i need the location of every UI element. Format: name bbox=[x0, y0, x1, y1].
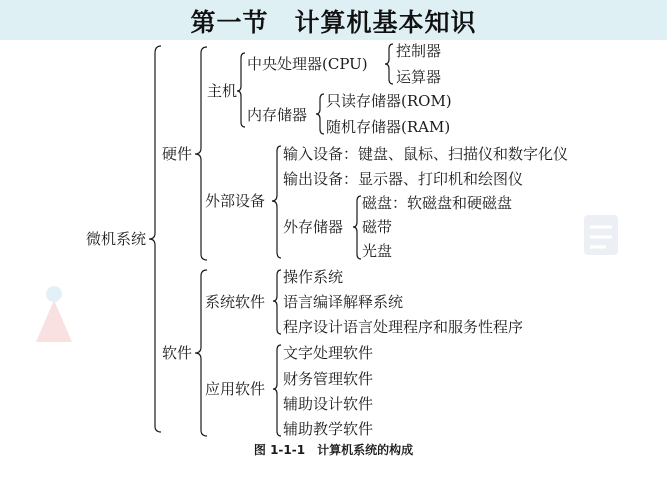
node-external: 外部设备 bbox=[205, 192, 266, 210]
node-memory: 内存储器 bbox=[247, 106, 308, 124]
brace-cpu bbox=[385, 44, 393, 84]
node-tape: 磁带 bbox=[362, 218, 393, 236]
node-system-software: 系统软件 bbox=[205, 293, 266, 311]
node-storage: 外存储器 bbox=[283, 218, 344, 236]
node-rom: 只读存储器(ROM) bbox=[326, 92, 452, 110]
node-input: 输入设备：键盘、鼠标、扫描仪和数字化仪 bbox=[283, 145, 569, 163]
node-output: 输出设备：显示器、打印机和绘图仪 bbox=[283, 170, 524, 188]
node-word: 文字处理软件 bbox=[283, 344, 374, 362]
node-os: 操作系统 bbox=[283, 268, 344, 286]
brace-host bbox=[237, 53, 245, 127]
node-optical: 光盘 bbox=[362, 242, 393, 260]
brace-application bbox=[273, 345, 281, 436]
node-software: 软件 bbox=[162, 344, 193, 362]
node-cai: 辅助教学软件 bbox=[283, 420, 374, 438]
node-cpu: 中央处理器(CPU) bbox=[247, 55, 368, 73]
page-title: 第一节 计算机基本知识 bbox=[190, 8, 477, 37]
node-application-software: 应用软件 bbox=[205, 380, 266, 398]
brace-memory bbox=[316, 94, 324, 134]
node-host: 主机 bbox=[207, 82, 238, 100]
node-utilities: 程序设计语言处理程序和服务性程序 bbox=[283, 318, 524, 336]
figure-caption: 图 1-1-1 计算机系统的构成 bbox=[253, 443, 414, 457]
node-finance: 财务管理软件 bbox=[283, 370, 374, 388]
brace-root bbox=[149, 46, 161, 432]
brace-hardware bbox=[195, 47, 207, 260]
brace-external bbox=[272, 146, 281, 258]
brace-storage bbox=[353, 196, 361, 259]
node-root: 微机系统 bbox=[86, 230, 147, 248]
node-cad: 辅助设计软件 bbox=[283, 395, 374, 413]
node-alu: 运算器 bbox=[396, 68, 442, 86]
node-hardware: 硬件 bbox=[162, 145, 193, 163]
node-controller: 控制器 bbox=[396, 42, 442, 60]
node-ram: 随机存储器(RAM) bbox=[326, 118, 451, 136]
node-compilers: 语言编译解释系统 bbox=[283, 293, 404, 311]
brace-system bbox=[273, 270, 281, 334]
node-disk: 磁盘：软磁盘和硬磁盘 bbox=[362, 194, 513, 212]
